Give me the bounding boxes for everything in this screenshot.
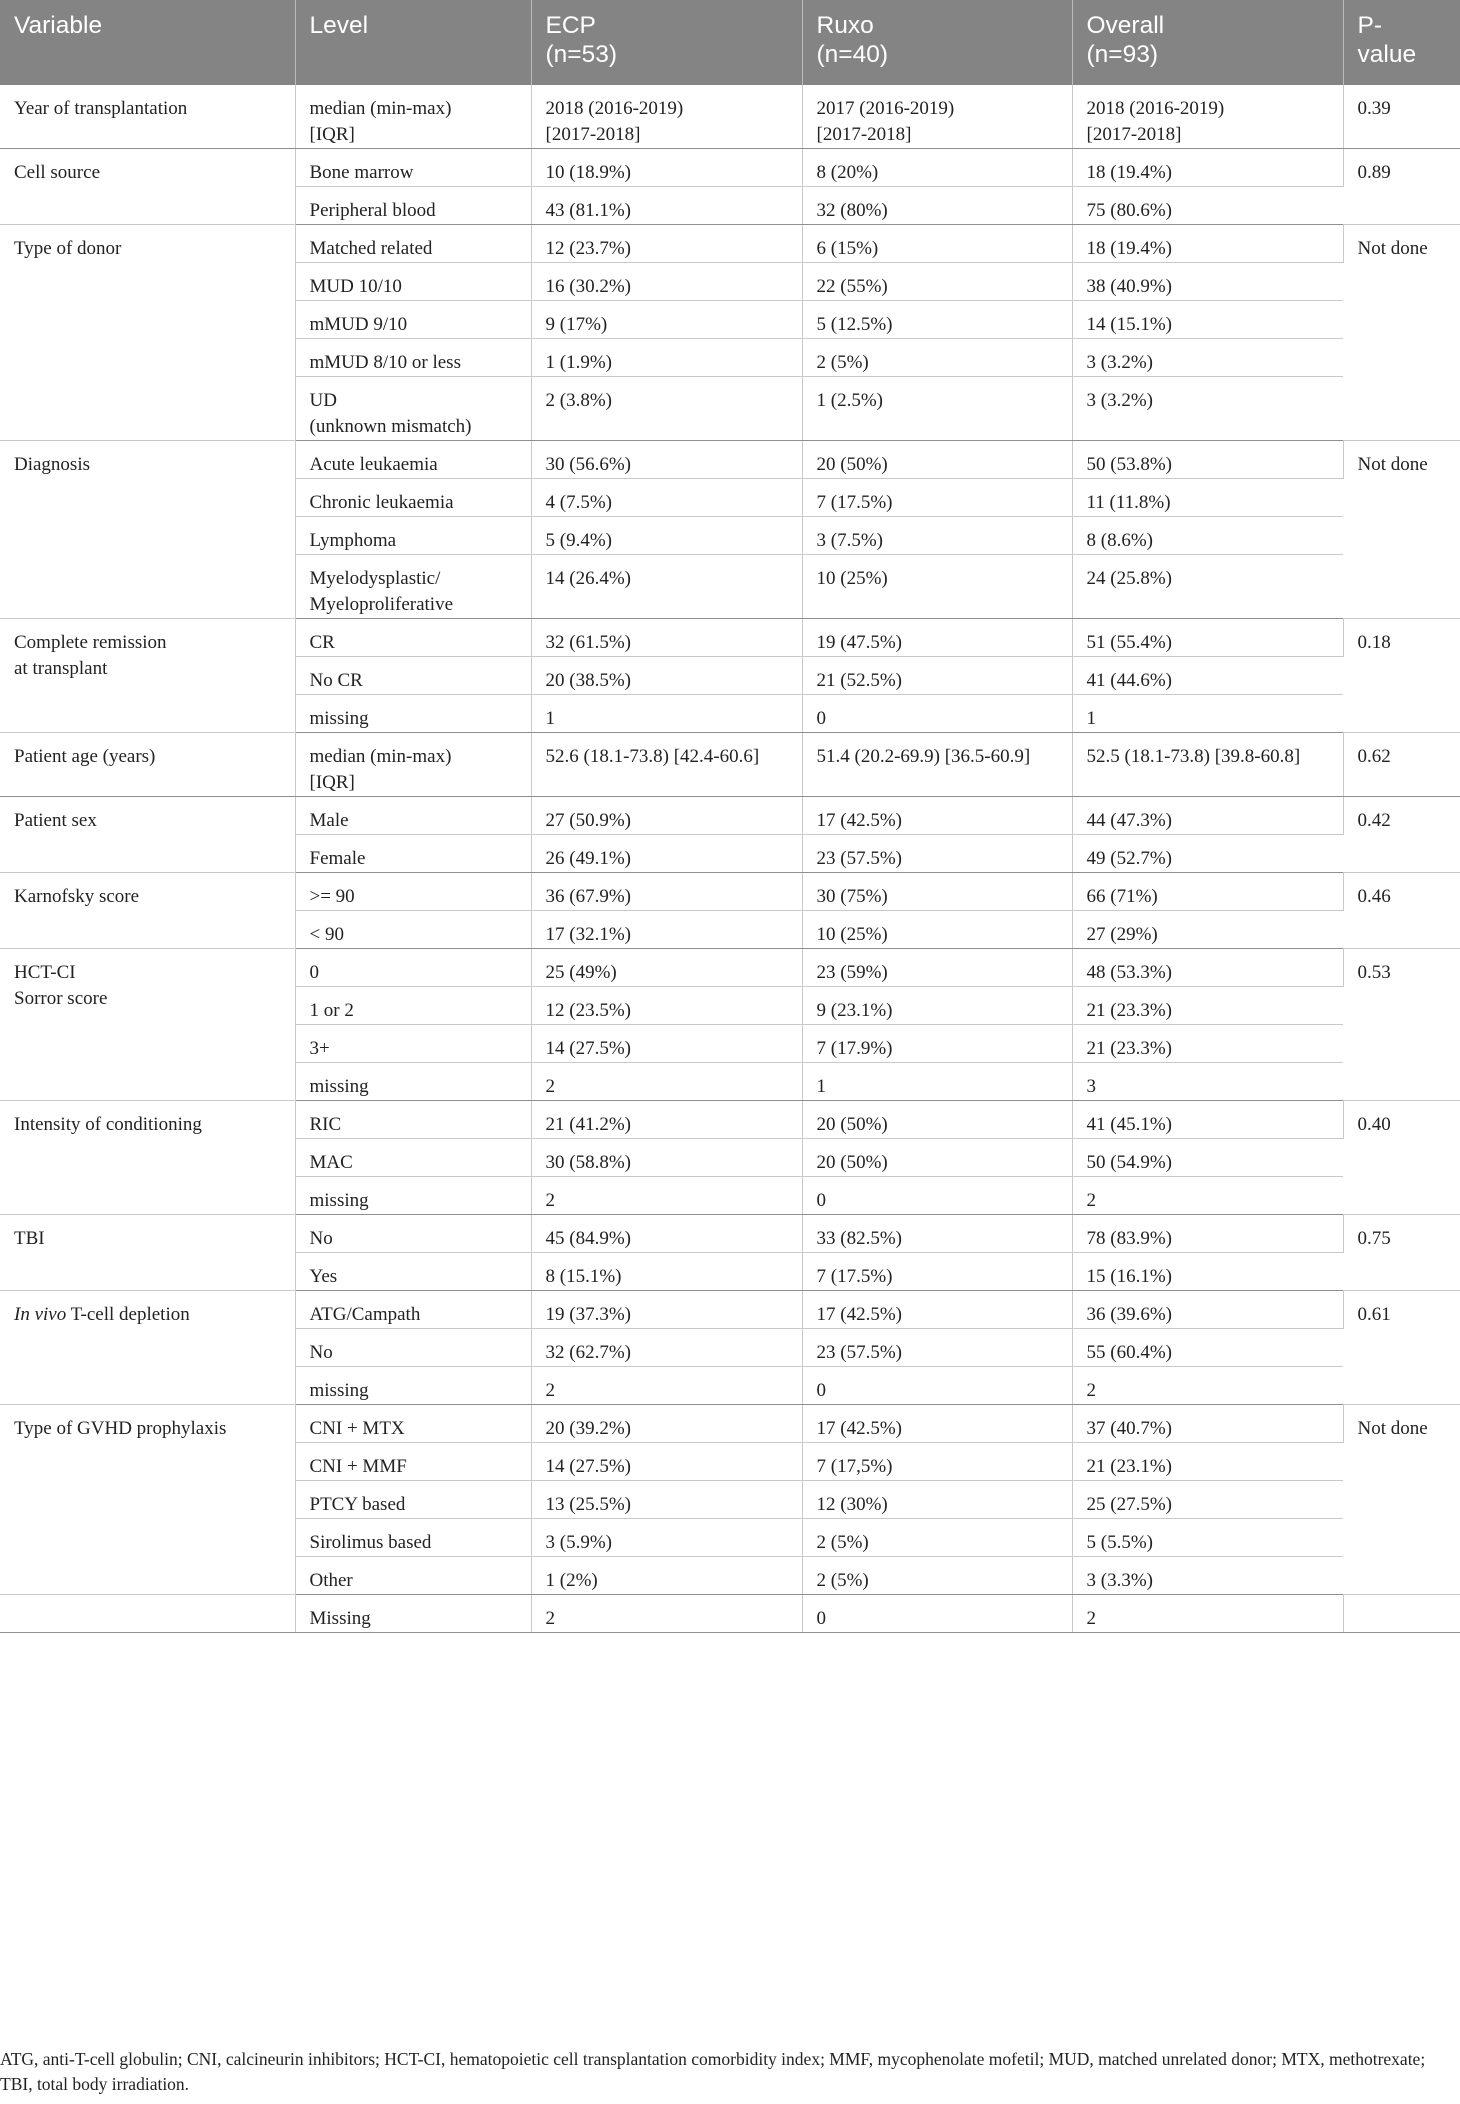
level-cell: median (min-max) [IQR] [295, 85, 531, 149]
ruxo-cell: 7 (17.5%) [802, 1253, 1072, 1291]
ecp-cell: 21 (41.2%) [531, 1101, 802, 1139]
level-cell: Acute leukaemia [295, 441, 531, 479]
ruxo-cell: 7 (17.5%) [802, 479, 1072, 517]
pvalue-cell: 0.46 [1343, 873, 1460, 949]
ecp-cell: 8 (15.1%) [531, 1253, 802, 1291]
overall-cell: 11 (11.8%) [1072, 479, 1343, 517]
overall-cell: 14 (15.1%) [1072, 301, 1343, 339]
overall-cell: 8 (8.6%) [1072, 517, 1343, 555]
ruxo-cell: 22 (55%) [802, 263, 1072, 301]
header-ecp: ECP (n=53) [531, 0, 802, 85]
overall-cell: 3 (3.2%) [1072, 339, 1343, 377]
level-cell: Bone marrow [295, 149, 531, 187]
ecp-cell: 1 (1.9%) [531, 339, 802, 377]
variable-cell [0, 1291, 295, 1405]
overall-cell: 75 (80.6%) [1072, 187, 1343, 225]
overall-cell: 49 (52.7%) [1072, 835, 1343, 873]
variable-cell: Cell source [0, 149, 295, 225]
ruxo-cell: 17 (42.5%) [802, 1405, 1072, 1443]
ruxo-cell: 30 (75%) [802, 873, 1072, 911]
ecp-cell: 20 (38.5%) [531, 657, 802, 695]
variable-italic-prefix: In vivo [14, 1304, 67, 1325]
overall-cell: 18 (19.4%) [1072, 149, 1343, 187]
level-cell: Sirolimus based [295, 1519, 531, 1557]
overall-cell: 24 (25.8%) [1072, 555, 1343, 619]
level-cell: CR [295, 619, 531, 657]
level-cell: Missing [295, 1595, 531, 1633]
ecp-cell: 2 [531, 1177, 802, 1215]
table-row [0, 949, 1460, 987]
ruxo-cell: 19 (47.5%) [802, 619, 1072, 657]
ecp-cell: 3 (5.9%) [531, 1519, 802, 1557]
variable-label: T-cell depletion [70, 1304, 190, 1325]
ruxo-cell: 1 [802, 1063, 1072, 1101]
level-cell: Myelodysplastic/ Myeloproliferative [295, 555, 531, 619]
level-cell: 3+ [295, 1025, 531, 1063]
ruxo-cell: 17 (42.5%) [802, 797, 1072, 835]
level-cell: missing [295, 1177, 531, 1215]
ecp-cell: 25 (49%) [531, 949, 802, 987]
ecp-cell: 12 (23.7%) [531, 225, 802, 263]
overall-cell: 41 (44.6%) [1072, 657, 1343, 695]
table-row [0, 1405, 1460, 1443]
level-cell: No CR [295, 657, 531, 695]
level-cell: PTCY based [295, 1481, 531, 1519]
ecp-cell: 30 (58.8%) [531, 1139, 802, 1177]
ruxo-cell: 7 (17.9%) [802, 1025, 1072, 1063]
ecp-cell: 43 (81.1%) [531, 187, 802, 225]
level-cell: mMUD 9/10 [295, 301, 531, 339]
overall-cell: 2 [1072, 1367, 1343, 1405]
ruxo-cell: 2 (5%) [802, 339, 1072, 377]
ecp-cell: 30 (56.6%) [531, 441, 802, 479]
ecp-cell: 2018 (2016-2019) [2017-2018] [531, 85, 802, 149]
ruxo-cell: 8 (20%) [802, 149, 1072, 187]
pvalue-cell: Not done [1343, 441, 1460, 619]
ecp-cell: 27 (50.9%) [531, 797, 802, 835]
ruxo-cell: 3 (7.5%) [802, 517, 1072, 555]
ecp-cell: 5 (9.4%) [531, 517, 802, 555]
level-cell: missing [295, 1367, 531, 1405]
level-cell: Lymphoma [295, 517, 531, 555]
level-cell: 1 or 2 [295, 987, 531, 1025]
ruxo-cell: 20 (50%) [802, 441, 1072, 479]
level-cell: Yes [295, 1253, 531, 1291]
level-cell: >= 90 [295, 873, 531, 911]
overall-cell: 1 [1072, 695, 1343, 733]
ruxo-cell: 0 [802, 1177, 1072, 1215]
overall-cell: 3 (3.3%) [1072, 1557, 1343, 1595]
overall-cell: 50 (53.8%) [1072, 441, 1343, 479]
variable-cell [0, 1595, 295, 1633]
header-variable: Variable [0, 0, 295, 85]
variable-cell: Patient sex [0, 797, 295, 873]
ruxo-cell: 5 (12.5%) [802, 301, 1072, 339]
table-body [0, 85, 1460, 1633]
ruxo-cell: 1 (2.5%) [802, 377, 1072, 441]
level-cell: missing [295, 695, 531, 733]
overall-cell: 3 [1072, 1063, 1343, 1101]
overall-cell: 25 (27.5%) [1072, 1481, 1343, 1519]
ruxo-cell: 12 (30%) [802, 1481, 1072, 1519]
ecp-cell: 52.6 (18.1-73.8) [42.4-60.6] [531, 733, 802, 797]
level-cell: < 90 [295, 911, 531, 949]
variable-cell: Intensity of conditioning [0, 1101, 295, 1215]
table-row [0, 149, 1460, 187]
ruxo-cell: 20 (50%) [802, 1139, 1072, 1177]
overall-cell: 2 [1072, 1595, 1343, 1633]
ruxo-cell: 0 [802, 1595, 1072, 1633]
level-cell: RIC [295, 1101, 531, 1139]
variable-cell: Karnofsky score [0, 873, 295, 949]
ecp-cell: 2 [531, 1595, 802, 1633]
ecp-cell: 2 [531, 1367, 802, 1405]
overall-cell: 78 (83.9%) [1072, 1215, 1343, 1253]
ecp-cell: 32 (61.5%) [531, 619, 802, 657]
pvalue-cell [1343, 1595, 1460, 1633]
table-row [0, 225, 1460, 263]
overall-cell: 41 (45.1%) [1072, 1101, 1343, 1139]
ecp-cell: 13 (25.5%) [531, 1481, 802, 1519]
ecp-cell: 17 (32.1%) [531, 911, 802, 949]
overall-cell: 52.5 (18.1-73.8) [39.8-60.8] [1072, 733, 1343, 797]
table-row [0, 85, 1460, 149]
overall-cell: 3 (3.2%) [1072, 377, 1343, 441]
ecp-cell: 2 (3.8%) [531, 377, 802, 441]
level-cell: Male [295, 797, 531, 835]
variable-cell: Type of donor [0, 225, 295, 441]
level-cell: MAC [295, 1139, 531, 1177]
ruxo-cell: 6 (15%) [802, 225, 1072, 263]
pvalue-cell: 0.61 [1343, 1291, 1460, 1405]
variable-cell: Diagnosis [0, 441, 295, 619]
level-cell: 0 [295, 949, 531, 987]
variable-cell: Patient age (years) [0, 733, 295, 797]
ruxo-cell: 10 (25%) [802, 911, 1072, 949]
overall-cell: 36 (39.6%) [1072, 1291, 1343, 1329]
ecp-cell: 1 (2%) [531, 1557, 802, 1595]
header-overall: Overall (n=93) [1072, 0, 1343, 85]
overall-cell: 27 (29%) [1072, 911, 1343, 949]
overall-cell: 2 [1072, 1177, 1343, 1215]
table-footnote: ATG, anti-T-cell globulin; CNI, calcineurin inhibitors; HCT-CI, hematopoietic cell transplantation comorbidity index; MMF, mycophenolate mofetil; MUD, matched unrelated donor; MTX, methotrexate; TBI, total body irradiation. [0, 2049, 1426, 2094]
ecp-cell: 14 (27.5%) [531, 1443, 802, 1481]
ruxo-cell: 17 (42.5%) [802, 1291, 1072, 1329]
pvalue-cell: 0.62 [1343, 733, 1460, 797]
overall-cell: 5 (5.5%) [1072, 1519, 1343, 1557]
level-cell: Female [295, 835, 531, 873]
header-pvalue: P- value [1343, 0, 1460, 85]
pvalue-cell: 0.89 [1343, 149, 1460, 225]
ecp-cell: 2 [531, 1063, 802, 1101]
overall-cell: 48 (53.3%) [1072, 949, 1343, 987]
overall-cell: 38 (40.9%) [1072, 263, 1343, 301]
pvalue-cell: 0.40 [1343, 1101, 1460, 1215]
ruxo-cell: 23 (57.5%) [802, 1329, 1072, 1367]
table-row [0, 441, 1460, 479]
ecp-cell: 20 (39.2%) [531, 1405, 802, 1443]
ruxo-cell: 0 [802, 695, 1072, 733]
ruxo-cell: 7 (17,5%) [802, 1443, 1072, 1481]
ecp-cell: 14 (26.4%) [531, 555, 802, 619]
variable-cell: TBI [0, 1215, 295, 1291]
ruxo-cell: 32 (80%) [802, 187, 1072, 225]
ruxo-cell: 33 (82.5%) [802, 1215, 1072, 1253]
ruxo-cell: 51.4 (20.2-69.9) [36.5-60.9] [802, 733, 1072, 797]
ecp-cell: 45 (84.9%) [531, 1215, 802, 1253]
ruxo-cell: 0 [802, 1367, 1072, 1405]
ecp-cell: 36 (67.9%) [531, 873, 802, 911]
overall-cell: 21 (23.3%) [1072, 1025, 1343, 1063]
ruxo-cell: 21 (52.5%) [802, 657, 1072, 695]
ecp-cell: 26 (49.1%) [531, 835, 802, 873]
level-cell: ATG/Campath [295, 1291, 531, 1329]
header-row [0, 0, 1460, 85]
level-cell: UD (unknown mismatch) [295, 377, 531, 441]
pvalue-cell: 0.39 [1343, 85, 1460, 149]
overall-cell: 55 (60.4%) [1072, 1329, 1343, 1367]
ruxo-cell: 10 (25%) [802, 555, 1072, 619]
pvalue-cell: Not done [1343, 1405, 1460, 1595]
overall-cell: 18 (19.4%) [1072, 225, 1343, 263]
ruxo-cell: 2 (5%) [802, 1557, 1072, 1595]
level-cell: CNI + MMF [295, 1443, 531, 1481]
variable-cell: Year of transplantation [0, 85, 295, 149]
ecp-cell: 10 (18.9%) [531, 149, 802, 187]
table-row [0, 733, 1460, 797]
level-cell: Other [295, 1557, 531, 1595]
overall-cell: 50 (54.9%) [1072, 1139, 1343, 1177]
ruxo-cell: 23 (59%) [802, 949, 1072, 987]
table-row [0, 797, 1460, 835]
pvalue-cell: 0.42 [1343, 797, 1460, 873]
ecp-cell: 12 (23.5%) [531, 987, 802, 1025]
level-cell: median (min-max) [IQR] [295, 733, 531, 797]
ecp-cell: 16 (30.2%) [531, 263, 802, 301]
pvalue-cell: Not done [1343, 225, 1460, 441]
pvalue-cell: 0.53 [1343, 949, 1460, 1101]
overall-cell: 37 (40.7%) [1072, 1405, 1343, 1443]
overall-cell: 21 (23.3%) [1072, 987, 1343, 1025]
level-cell: CNI + MTX [295, 1405, 531, 1443]
level-cell: No [295, 1215, 531, 1253]
level-cell: Matched related [295, 225, 531, 263]
overall-cell: 2018 (2016-2019) [2017-2018] [1072, 85, 1343, 149]
table-header [0, 0, 1460, 85]
pvalue-cell: 0.75 [1343, 1215, 1460, 1291]
ecp-cell: 19 (37.3%) [531, 1291, 802, 1329]
overall-cell: 51 (55.4%) [1072, 619, 1343, 657]
table-row [0, 873, 1460, 911]
ecp-cell: 1 [531, 695, 802, 733]
variable-cell: Complete remission at transplant [0, 619, 295, 733]
level-cell: Peripheral blood [295, 187, 531, 225]
overall-cell: 66 (71%) [1072, 873, 1343, 911]
table-row [0, 1595, 1460, 1633]
ruxo-cell: 2017 (2016-2019) [2017-2018] [802, 85, 1072, 149]
pvalue-cell: 0.18 [1343, 619, 1460, 733]
ecp-cell: 4 (7.5%) [531, 479, 802, 517]
table-row [0, 1215, 1460, 1253]
table-row [0, 1101, 1460, 1139]
level-cell: No [295, 1329, 531, 1367]
level-cell: MUD 10/10 [295, 263, 531, 301]
overall-cell: 21 (23.1%) [1072, 1443, 1343, 1481]
overall-cell: 44 (47.3%) [1072, 797, 1343, 835]
header-level: Level [295, 0, 531, 85]
level-cell: mMUD 8/10 or less [295, 339, 531, 377]
level-cell: missing [295, 1063, 531, 1101]
variable-cell: HCT-CI Sorror score [0, 949, 295, 1101]
ecp-cell: 32 (62.7%) [531, 1329, 802, 1367]
ecp-cell: 9 (17%) [531, 301, 802, 339]
ruxo-cell: 23 (57.5%) [802, 835, 1072, 873]
ruxo-cell: 2 (5%) [802, 1519, 1072, 1557]
variable-cell: Type of GVHD prophylaxis [0, 1405, 295, 1595]
overall-cell: 15 (16.1%) [1072, 1253, 1343, 1291]
level-cell: Chronic leukaemia [295, 479, 531, 517]
ecp-cell: 14 (27.5%) [531, 1025, 802, 1063]
ruxo-cell: 20 (50%) [802, 1101, 1072, 1139]
ruxo-cell: 9 (23.1%) [802, 987, 1072, 1025]
table-row [0, 1291, 1460, 1329]
table-row [0, 619, 1460, 657]
header-ruxo: Ruxo (n=40) [802, 0, 1072, 85]
